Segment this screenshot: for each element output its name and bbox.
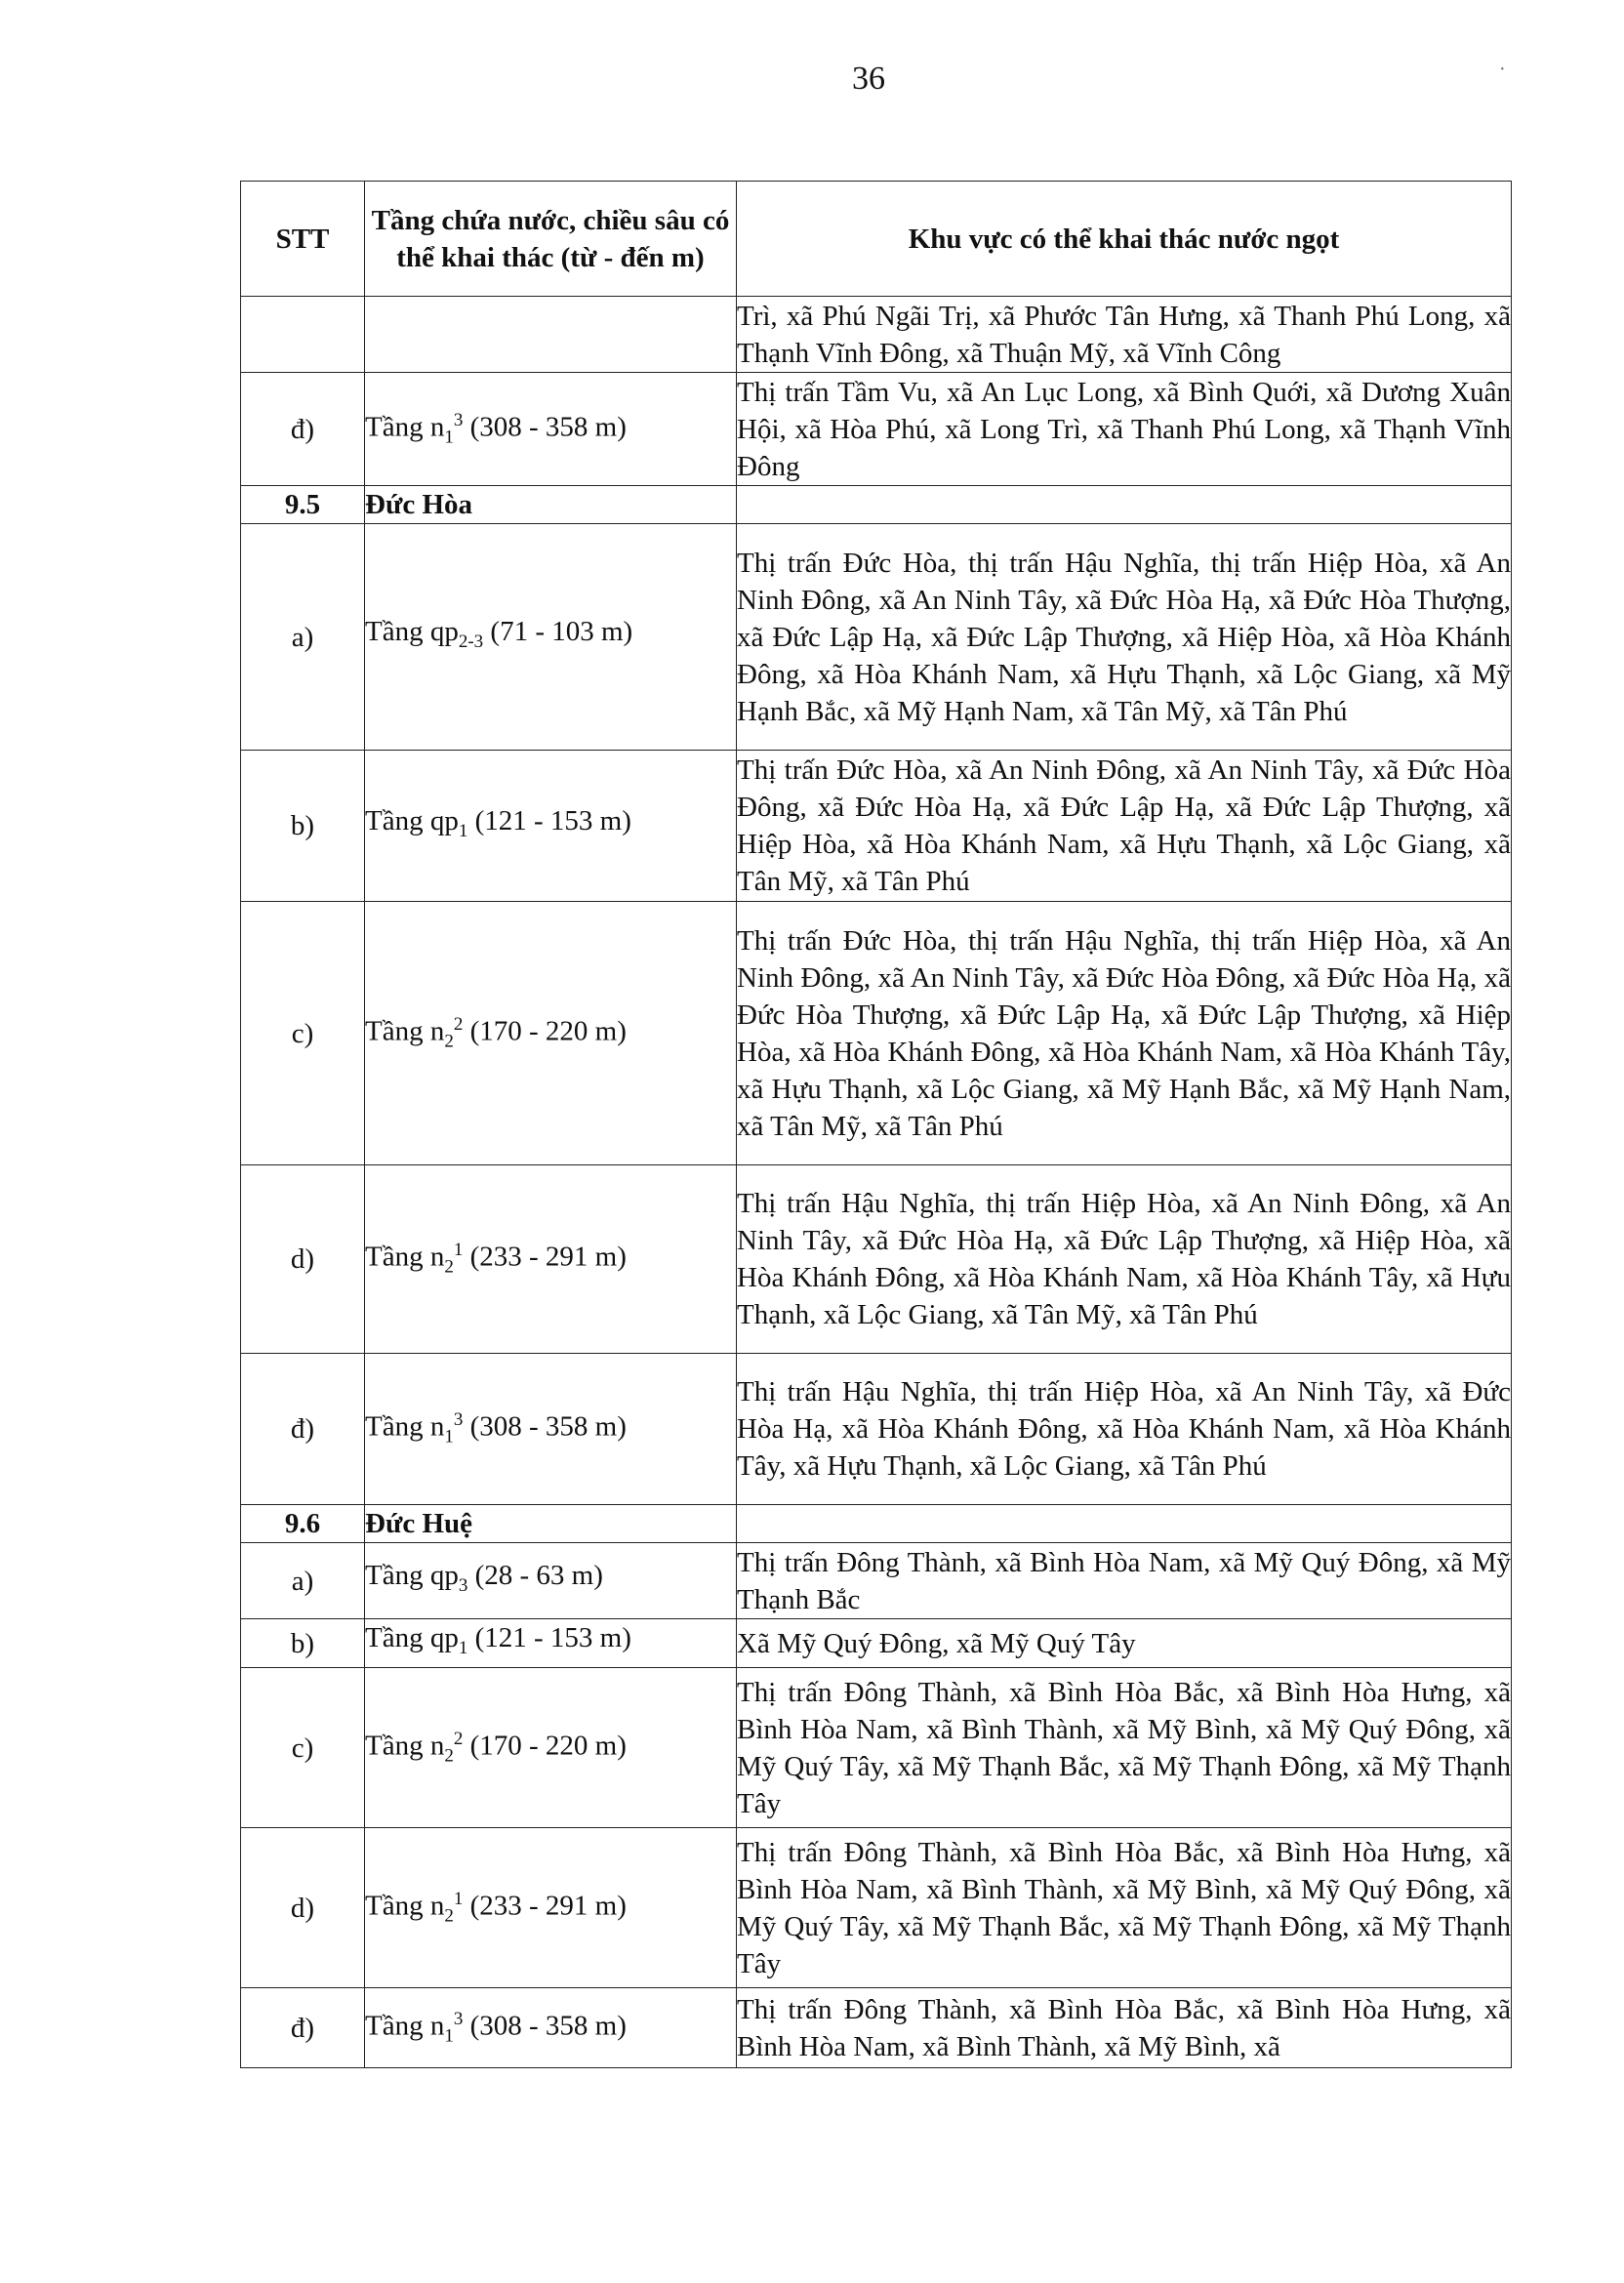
- layer-prefix: Tầng n: [365, 1890, 445, 1922]
- row-layer: [365, 524, 737, 751]
- layer-prefix: Tầng n: [365, 1241, 445, 1273]
- layer-superscript: 3: [453, 1409, 464, 1431]
- row-layer: [365, 1828, 737, 1988]
- layer-prefix: Tầng n: [365, 1410, 445, 1443]
- section-empty-cell: [737, 486, 1512, 524]
- layer-subscript: 1: [458, 820, 468, 841]
- table-row: [241, 1354, 1512, 1505]
- section-name: Đức Hòa: [365, 486, 737, 524]
- row-layer: [365, 1354, 737, 1505]
- layer-prefix: Tầng n: [365, 2010, 445, 2042]
- row-area: Thị trấn Đức Hòa, xã An Ninh Đông, xã An Ninh Tây, xã Đức Hòa Đông, xã Đức Hòa Hạ, xã Đức Lập Hạ, xã Đức Lập Thượng, xã Hiệp Hòa, xã Hòa Khánh Nam, xã Hựu Thạnh, xã Lộc Giang, xã Tân Mỹ, xã Tân Phú: [737, 751, 1512, 902]
- layer-prefix: Tầng qp: [365, 616, 459, 648]
- layer-subscript: 2: [444, 1031, 454, 1052]
- header-area: Khu vực có thể khai thác nước ngọt: [737, 182, 1512, 297]
- row-stt: b): [241, 751, 365, 902]
- row-layer: [365, 1619, 737, 1668]
- table-row: [241, 1828, 1512, 1988]
- layer-subscript: 1: [444, 2025, 454, 2047]
- layer-subscript: 2: [444, 1256, 454, 1278]
- table-row: [241, 297, 1512, 373]
- table-row: [241, 1543, 1512, 1619]
- table-row: [241, 373, 1512, 486]
- row-area: Thị trấn Đông Thành, xã Bình Hòa Bắc, xã Bình Hòa Hưng, xã Bình Hòa Nam, xã Bình Thành, xã Mỹ Bình, xã: [737, 1988, 1512, 2068]
- row-area: Trì, xã Phú Ngãi Trị, xã Phước Tân Hưng, xã Thanh Phú Long, xã Thạnh Vĩnh Đông, xã Thuận Mỹ, xã Vĩnh Công: [737, 297, 1512, 373]
- row-area: Thị trấn Hậu Nghĩa, thị trấn Hiệp Hòa, xã An Ninh Đông, xã An Ninh Tây, xã Đức Hòa Hạ, xã Đức Lập Thượng, xã Hiệp Hòa, xã Hòa Khánh Đông, xã Hòa Khánh Nam, xã Hòa Khánh Tây, xã Hựu Thạnh, xã Lộc Giang, xã Tân Mỹ, xã Tân Phú: [737, 1165, 1512, 1354]
- section-row: [241, 1505, 1512, 1543]
- table-row: [241, 524, 1512, 751]
- section-name: Đức Huệ: [365, 1505, 737, 1543]
- layer-depth: (170 - 220 m): [463, 1730, 627, 1762]
- table-body: [241, 297, 1512, 2068]
- row-layer: [365, 751, 737, 902]
- layer-depth: (121 - 153 m): [467, 804, 631, 836]
- row-stt: [241, 297, 365, 373]
- layer-prefix: Tầng n: [365, 411, 445, 443]
- layer-subscript: 1: [458, 1637, 468, 1658]
- row-layer: [365, 1165, 737, 1354]
- row-stt: d): [241, 1165, 365, 1354]
- layer-prefix: Tầng qp: [365, 804, 459, 836]
- row-layer: [365, 902, 737, 1165]
- header-stt: STT: [241, 182, 365, 297]
- layer-subscript: 1: [444, 427, 454, 448]
- row-stt: a): [241, 1543, 365, 1619]
- table-row: [241, 1668, 1512, 1828]
- row-stt: d): [241, 1828, 365, 1988]
- table-row: [241, 902, 1512, 1165]
- row-area: Thị trấn Đông Thành, xã Bình Hòa Bắc, xã Bình Hòa Hưng, xã Bình Hòa Nam, xã Bình Thành, xã Mỹ Bình, xã Mỹ Quý Đông, xã Mỹ Quý Tây, xã Mỹ Thạnh Bắc, xã Mỹ Thạnh Đông, xã Mỹ Thạnh Tây: [737, 1668, 1512, 1828]
- layer-depth: (121 - 153 m): [467, 1622, 631, 1654]
- layer-prefix: Tầng qp: [365, 1622, 459, 1654]
- table-row: [241, 1619, 1512, 1668]
- table-row: [241, 751, 1512, 902]
- row-area: Thị trấn Đức Hòa, thị trấn Hậu Nghĩa, thị trấn Hiệp Hòa, xã An Ninh Đông, xã An Ninh Tây, xã Đức Hòa Đông, xã Đức Hòa Hạ, xã Đức Hòa Thượng, xã Đức Lập Hạ, xã Đức Lập Thượng, xã Hiệp Hòa, xã Hòa Khánh Đông, xã Hòa Khánh Nam, xã Hòa Khánh Tây, xã Hựu Thạnh, xã Lộc Giang, xã Mỹ Hạnh Bắc, xã Mỹ Hạnh Nam, xã Tân Mỹ, xã Tân Phú: [737, 902, 1512, 1165]
- section-id: 9.6: [241, 1505, 365, 1543]
- layer-superscript: 3: [453, 409, 464, 430]
- row-stt: đ): [241, 1354, 365, 1505]
- page-number: 36: [852, 61, 885, 97]
- row-layer: [365, 373, 737, 486]
- row-layer: [365, 297, 737, 373]
- layer-superscript: 1: [453, 1240, 464, 1261]
- row-area: Xã Mỹ Quý Đông, xã Mỹ Quý Tây: [737, 1619, 1512, 1668]
- layer-subscript: 1: [444, 1426, 454, 1447]
- layer-prefix: Tầng qp: [365, 1560, 459, 1592]
- scan-speck: ·: [1499, 59, 1506, 80]
- row-stt: c): [241, 902, 365, 1165]
- layer-superscript: 2: [453, 1013, 464, 1035]
- layer-subscript: 3: [458, 1574, 468, 1596]
- row-area: Thị trấn Đông Thành, xã Bình Hòa Bắc, xã Bình Hòa Hưng, xã Bình Hòa Nam, xã Bình Thành, xã Mỹ Bình, xã Mỹ Quý Đông, xã Mỹ Quý Tây, xã Mỹ Thạnh Bắc, xã Mỹ Thạnh Đông, xã Mỹ Thạnh Tây: [737, 1828, 1512, 1988]
- row-area: Thị trấn Hậu Nghĩa, thị trấn Hiệp Hòa, xã An Ninh Tây, xã Đức Hòa Hạ, xã Hòa Khánh Đông, xã Hòa Khánh Nam, xã Hòa Khánh Tây, xã Hựu Thạnh, xã Lộc Giang, xã Tân Phú: [737, 1354, 1512, 1505]
- row-area: Thị trấn Đức Hòa, thị trấn Hậu Nghĩa, thị trấn Hiệp Hòa, xã An Ninh Đông, xã An Ninh Tây, xã Đức Hòa Hạ, xã Đức Hòa Thượng, xã Đức Lập Hạ, xã Đức Lập Thượng, xã Hiệp Hòa, xã Hòa Khánh Đông, xã Hòa Khánh Nam, xã Hựu Thạnh, xã Lộc Giang, xã Mỹ Hạnh Bắc, xã Mỹ Hạnh Nam, xã Tân Mỹ, xã Tân Phú: [737, 524, 1512, 751]
- layer-subscript: 2: [444, 1905, 454, 1927]
- row-stt: đ): [241, 1988, 365, 2068]
- layer-depth: (308 - 358 m): [463, 411, 627, 443]
- section-empty-cell: [737, 1505, 1512, 1543]
- aquifer-table: [240, 181, 1512, 2068]
- row-layer: [365, 1543, 737, 1619]
- layer-depth: (308 - 358 m): [463, 1410, 627, 1443]
- layer-superscript: 3: [453, 2008, 464, 2029]
- layer-prefix: Tầng n: [365, 1730, 445, 1762]
- table-row: [241, 1988, 1512, 2068]
- table-header-row: [241, 182, 1512, 297]
- layer-depth: (28 - 63 m): [467, 1560, 603, 1592]
- row-stt: đ): [241, 373, 365, 486]
- row-stt: c): [241, 1668, 365, 1828]
- row-stt: a): [241, 524, 365, 751]
- row-area: Thị trấn Đông Thành, xã Bình Hòa Nam, xã Mỹ Quý Đông, xã Mỹ Thạnh Bắc: [737, 1543, 1512, 1619]
- header-layer: Tầng chứa nước, chiều sâu có thể khai thác (từ - đến m): [365, 182, 737, 297]
- layer-depth: (233 - 291 m): [463, 1241, 627, 1273]
- row-stt: b): [241, 1619, 365, 1668]
- layer-prefix: Tầng n: [365, 1015, 445, 1047]
- layer-superscript: 2: [453, 1728, 464, 1749]
- section-id: 9.5: [241, 486, 365, 524]
- section-row: [241, 486, 1512, 524]
- layer-subscript: 2-3: [458, 631, 484, 652]
- layer-depth: (308 - 358 m): [463, 2010, 627, 2042]
- layer-depth: (233 - 291 m): [463, 1890, 627, 1922]
- row-layer: [365, 1988, 737, 2068]
- layer-superscript: 1: [453, 1888, 464, 1909]
- layer-depth: (170 - 220 m): [463, 1015, 627, 1047]
- row-area: Thị trấn Tầm Vu, xã An Lục Long, xã Bình Quới, xã Dương Xuân Hội, xã Hòa Phú, xã Long Trì, xã Thanh Phú Long, xã Thạnh Vĩnh Đông: [737, 373, 1512, 486]
- row-layer: [365, 1668, 737, 1828]
- table-row: [241, 1165, 1512, 1354]
- layer-subscript: 2: [444, 1745, 454, 1767]
- layer-depth: (71 - 103 m): [483, 616, 633, 648]
